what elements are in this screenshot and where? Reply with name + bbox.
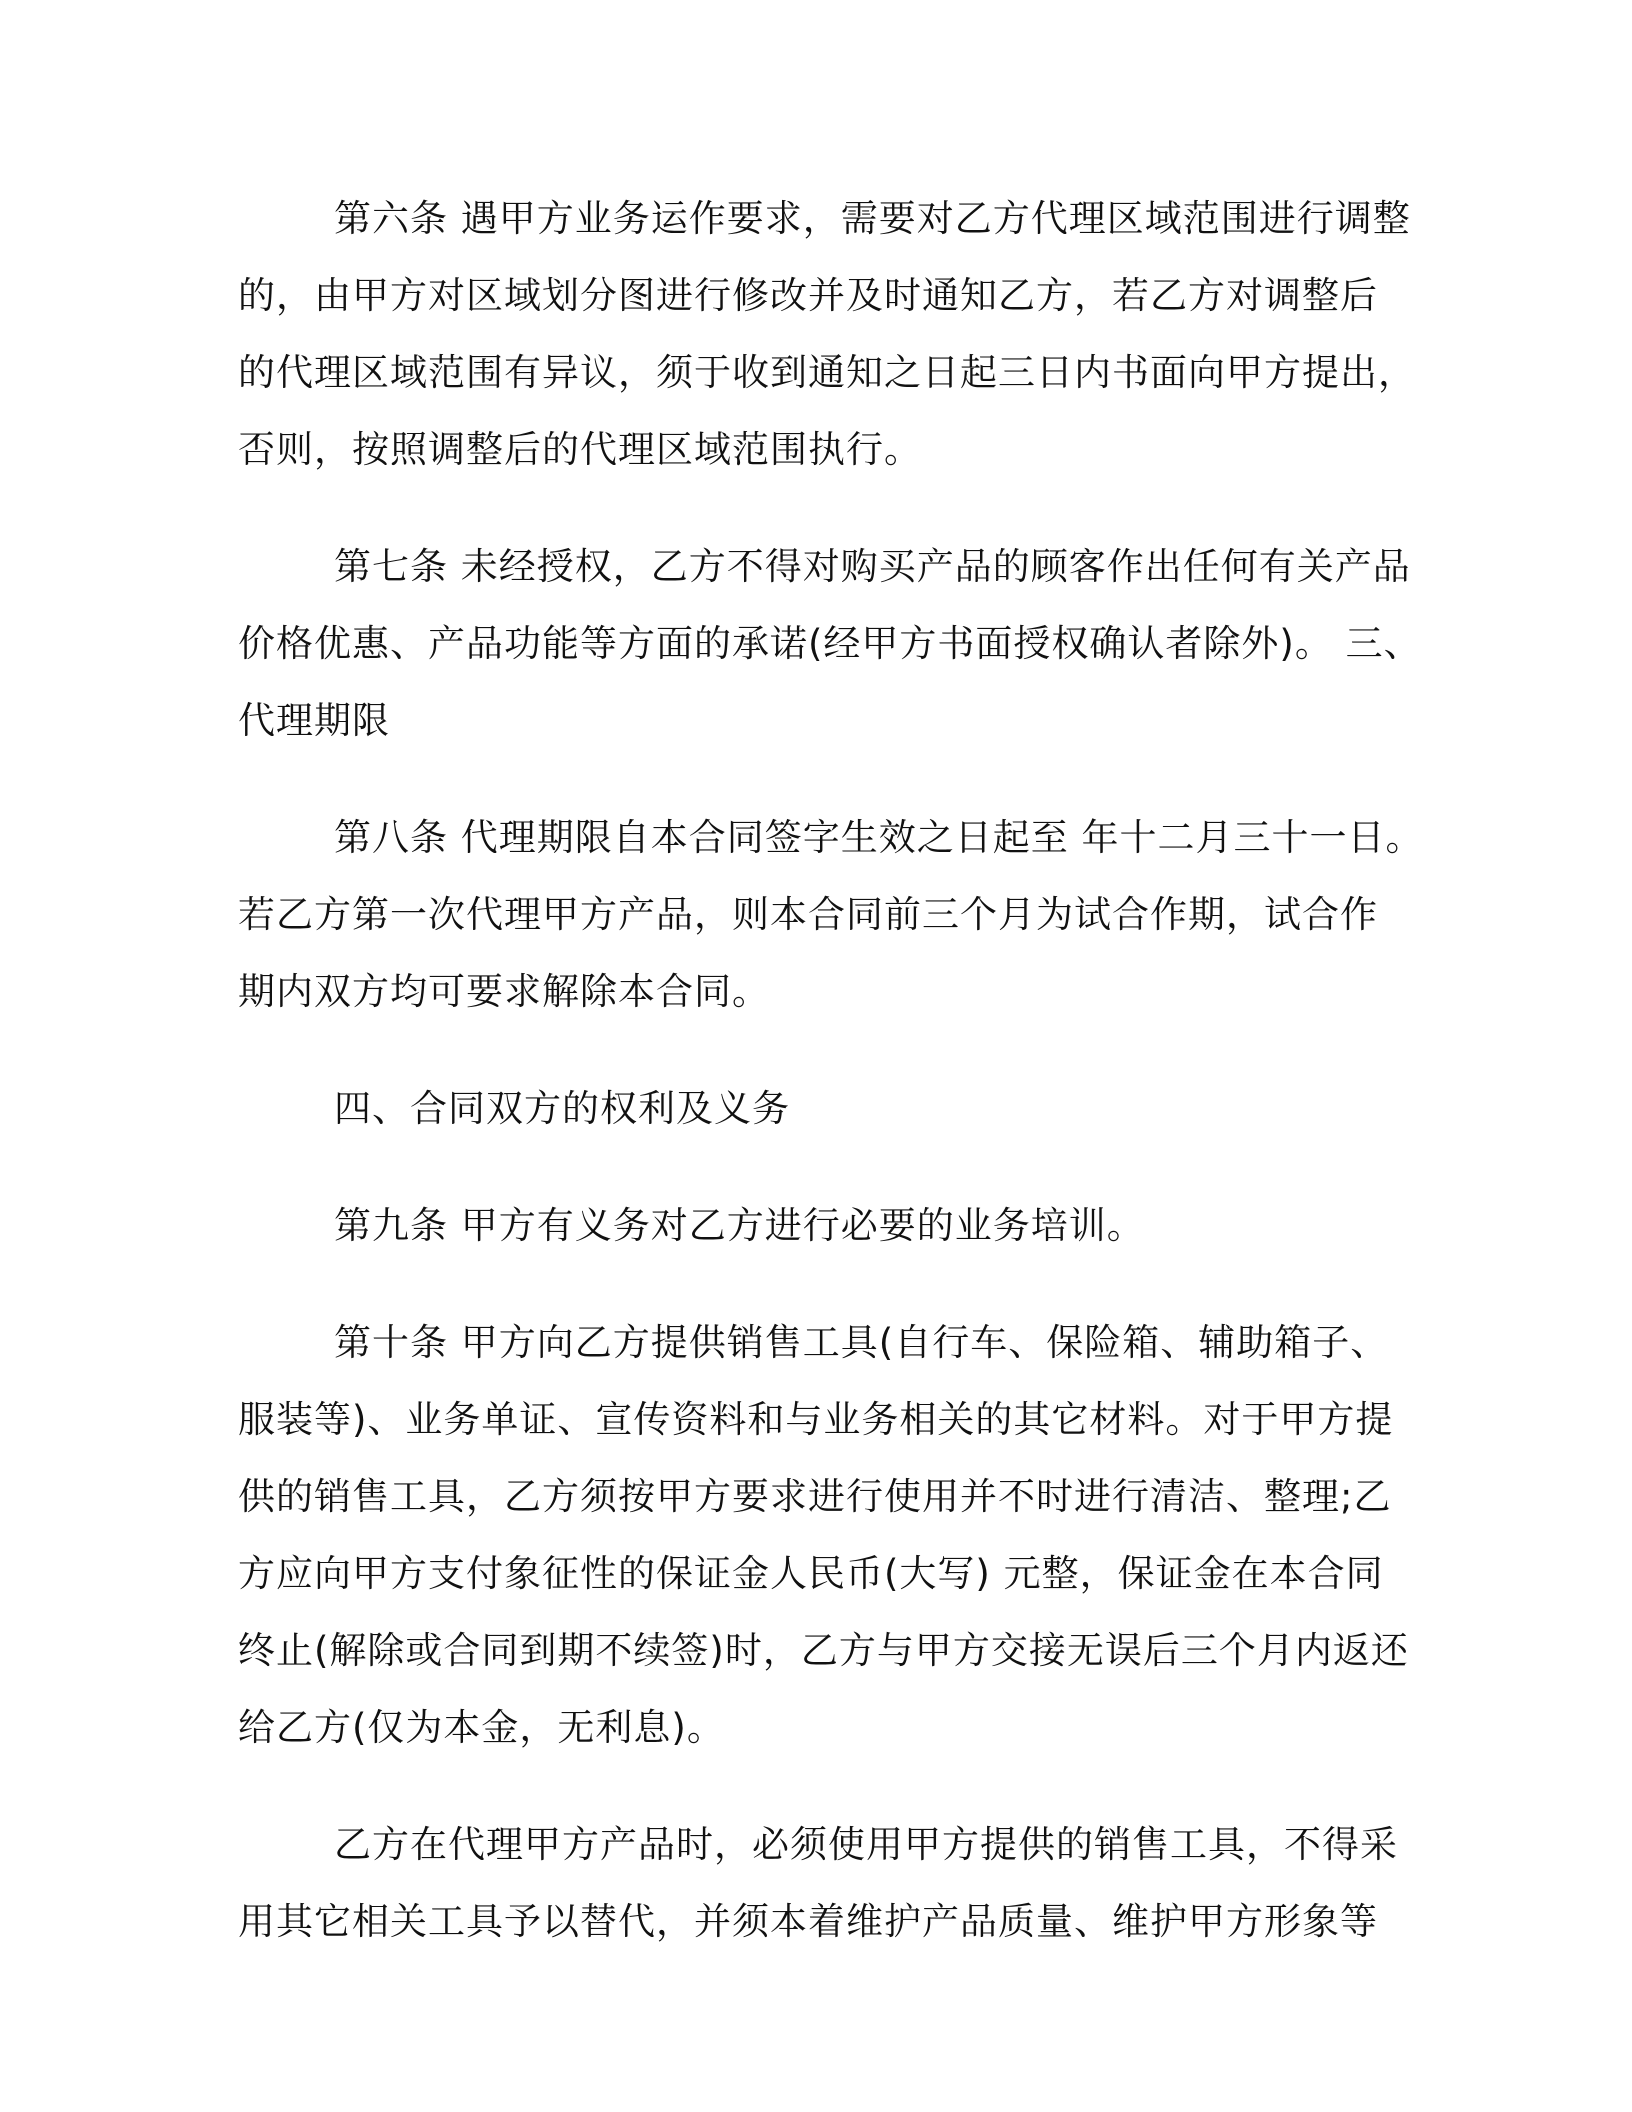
paragraph-line: 方应向甲方支付象征性的保证金人民币(大写) 元整，保证金在本合同 [238,1552,1384,1595]
paragraph-line: 的代理区域范围有异议，须于收到通知之日起三日内书面向甲方提出， [238,351,1416,394]
paragraph-line: 用其它相关工具予以替代，并须本着维护产品质量、维护甲方形象等 [238,1900,1378,1943]
paragraph-line: 供的销售工具，乙方须按甲方要求进行使用并不时进行清洁、整理;乙 [238,1475,1392,1518]
paragraph-line: 的，由甲方对区域划分图进行修改并及时通知乙方，若乙方对调整后 [238,274,1378,317]
sales-tools-paragraph [238,1806,1398,1960]
paragraph-line: 服装等)、业务单证、宣传资料和与业务相关的其它材料。对于甲方提 [238,1398,1394,1441]
paragraph-line: 乙方在代理甲方产品时，必须使用甲方提供的销售工具，不得采 [334,1823,1398,1866]
paragraph-line: 代理期限 [238,699,390,742]
paragraph-line: 第九条 甲方有义务对乙方进行必要的业务培训。 [334,1204,1145,1247]
section-heading: 四、合同双方的权利及义务 [334,1087,790,1130]
paragraph-line: 终止(解除或合同到期不续签)时，乙方与甲方交接无误后三个月内返还 [238,1629,1409,1672]
paragraph-line: 期内双方均可要求解除本合同。 [238,970,770,1013]
article-8-paragraph [238,799,1424,1030]
article-6-paragraph [238,180,1416,488]
paragraph-line: 第十条 甲方向乙方提供销售工具(自行车、保险箱、辅助箱子、 [334,1321,1389,1364]
paragraph-line: 给乙方(仅为本金，无利息)。 [238,1706,725,1749]
paragraph-line: 否则，按照调整后的代理区域范围执行。 [238,428,922,471]
paragraph-line: 若乙方第一次代理甲方产品，则本合同前三个月为试合作期，试合作 [238,893,1378,936]
paragraph-line: 第七条 未经授权，乙方不得对购买产品的顾客作出任何有关产品 [334,545,1411,588]
article-7-paragraph [238,528,1422,759]
paragraph-line: 第八条 代理期限自本合同签字生效之日起至 年十二月三十一日。 [334,816,1424,859]
paragraph-line: 第六条 遇甲方业务运作要求，需要对乙方代理区域范围进行调整 [334,197,1411,240]
paragraph-line: 价格优惠、产品功能等方面的承诺(经甲方书面授权确认者除外)。 三、 [238,622,1422,665]
article-10-paragraph [238,1304,1409,1766]
article-9-paragraph [238,1187,1398,1264]
document-body [238,180,1424,1960]
section-4-heading [238,1070,1398,1147]
